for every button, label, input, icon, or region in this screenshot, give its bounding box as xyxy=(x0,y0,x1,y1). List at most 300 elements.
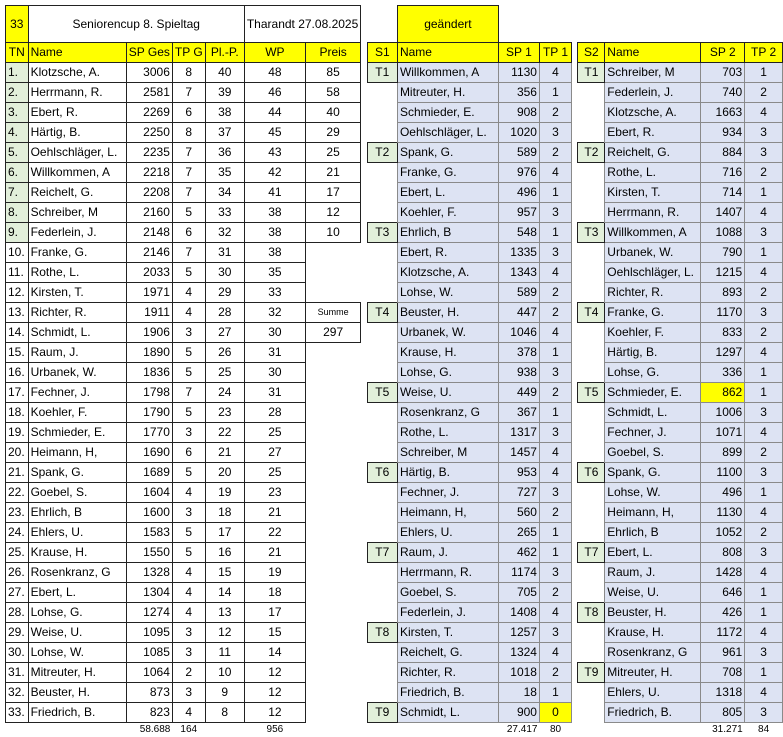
sp-ges-value: 873 xyxy=(126,683,172,703)
s1-tp-value: 3 xyxy=(539,423,571,443)
sp-ges-value: 1328 xyxy=(126,563,172,583)
table-label: T4 xyxy=(367,303,397,323)
table-row xyxy=(6,283,783,303)
s1-sp-value: 1343 xyxy=(498,263,539,283)
s2-sp-value: 703 xyxy=(701,63,745,83)
tp-g-value: 7 xyxy=(172,243,205,263)
tp-g-value: 4 xyxy=(172,483,205,503)
player-name: Urbanek, W. xyxy=(28,363,126,383)
rank-cell: 31. xyxy=(6,663,29,683)
s1-player-name: Fechner, J. xyxy=(397,483,498,503)
table-label xyxy=(367,403,397,423)
player-name: Schmidt, L. xyxy=(28,323,126,343)
s2-sp-value: 716 xyxy=(701,163,745,183)
rank-cell: 6. xyxy=(6,163,29,183)
wp-value: 44 xyxy=(244,103,305,123)
table-label xyxy=(578,703,605,723)
s2-player-name: Goebel, S. xyxy=(605,443,701,463)
table-row xyxy=(6,123,783,143)
s2-sp-value: 961 xyxy=(701,643,745,663)
s1-tp-value: 1 xyxy=(539,403,571,423)
wp-value: 41 xyxy=(244,183,305,203)
pl-p-value: 9 xyxy=(205,683,244,703)
s1-tp-value: 3 xyxy=(539,363,571,383)
table-label: T6 xyxy=(578,463,605,483)
table-label xyxy=(367,423,397,443)
table-label xyxy=(367,523,397,543)
s1-player-name: Lohse, W. xyxy=(397,283,498,303)
s2-tp-value: 4 xyxy=(745,563,783,583)
s2-tp-value: 4 xyxy=(745,263,783,283)
pl-p-value: 33 xyxy=(205,203,244,223)
rank-cell: 2. xyxy=(6,83,29,103)
player-name: Beuster, H. xyxy=(28,683,126,703)
table-label xyxy=(367,583,397,603)
tp-g-value: 6 xyxy=(172,103,205,123)
table-label xyxy=(578,503,605,523)
table-row xyxy=(6,483,783,503)
sp-ges-value: 2235 xyxy=(126,143,172,163)
player-name: Kirsten, T. xyxy=(28,283,126,303)
rank-cell: 17. xyxy=(6,383,29,403)
s2-sp-value: 496 xyxy=(701,483,745,503)
s2-player-name: Raum, J. xyxy=(605,563,701,583)
s1-player-name: Friedrich, B. xyxy=(397,683,498,703)
tp-g-value: 4 xyxy=(172,603,205,623)
pl-p-value: 34 xyxy=(205,183,244,203)
sp-ges-value: 1971 xyxy=(126,283,172,303)
rank-cell: 29. xyxy=(6,623,29,643)
s2-player-name: Lohse, W. xyxy=(605,483,701,503)
pl-p-value: 35 xyxy=(205,163,244,183)
table-row xyxy=(6,663,783,683)
s2-sp-value: 833 xyxy=(701,323,745,343)
col-sp2: SP 2 xyxy=(701,43,745,63)
s1-tp-value: 4 xyxy=(539,463,571,483)
col-pl-p: Pl.-P. xyxy=(205,43,244,63)
table-label: T9 xyxy=(367,703,397,723)
table-label xyxy=(578,423,605,443)
wp-value: 15 xyxy=(244,623,305,643)
s2-sp-value: 1130 xyxy=(701,503,745,523)
table-label xyxy=(578,243,605,263)
sp-ges-value: 1085 xyxy=(126,643,172,663)
s1-tp-value: 2 xyxy=(539,663,571,683)
sp-ges-value: 2033 xyxy=(126,263,172,283)
table-row xyxy=(6,223,783,243)
s1-tp-value: 4 xyxy=(539,643,571,663)
wp-value: 43 xyxy=(244,143,305,163)
wp-value: 12 xyxy=(244,703,305,723)
s1-tp-value: 1 xyxy=(539,543,571,563)
tp-g-value: 7 xyxy=(172,83,205,103)
sp-ges-value: 2581 xyxy=(126,83,172,103)
pl-p-value: 30 xyxy=(205,263,244,283)
s2-player-name: Schmidt, L. xyxy=(605,403,701,423)
table-label xyxy=(367,283,397,303)
sp-ges-value: 2208 xyxy=(126,183,172,203)
sp-ges-value: 1304 xyxy=(126,583,172,603)
s1-sp-value: 1457 xyxy=(498,443,539,463)
pl-p-value: 11 xyxy=(205,643,244,663)
s1-sp-value: 976 xyxy=(498,163,539,183)
table-row xyxy=(6,563,783,583)
table-row xyxy=(6,503,783,523)
player-name: Klotzsche, A. xyxy=(28,63,126,83)
s2-player-name: Friedrich, B. xyxy=(605,703,701,723)
s2-sp-value: 893 xyxy=(701,283,745,303)
sp-ges-value: 1550 xyxy=(126,543,172,563)
table-label xyxy=(367,263,397,283)
pl-p-value: 21 xyxy=(205,443,244,463)
s2-tp-value: 1 xyxy=(745,583,783,603)
tp-g-value: 3 xyxy=(172,623,205,643)
s1-tp-value: 3 xyxy=(539,203,571,223)
sp-ges-value: 1095 xyxy=(126,623,172,643)
tp-g-value: 5 xyxy=(172,203,205,223)
player-name: Ehrlich, B xyxy=(28,503,126,523)
tp-g-value: 5 xyxy=(172,363,205,383)
s2-player-name: Richter, R. xyxy=(605,283,701,303)
rank-cell: 30. xyxy=(6,643,29,663)
pl-p-value: 25 xyxy=(205,363,244,383)
s1-tp-value: 0 xyxy=(539,703,571,723)
rank-cell: 12. xyxy=(6,283,29,303)
player-name: Fechner, J. xyxy=(28,383,126,403)
table-label xyxy=(578,343,605,363)
tp-g-value: 3 xyxy=(172,323,205,343)
table-row xyxy=(6,643,783,663)
col-s1: S1 xyxy=(367,43,397,63)
s1-player-name: Reichelt, G. xyxy=(397,643,498,663)
player-name: Schmieder, E. xyxy=(28,423,126,443)
table-label: T7 xyxy=(367,543,397,563)
wp-value: 27 xyxy=(244,443,305,463)
s1-player-name: Urbanek, W. xyxy=(397,323,498,343)
s2-tp-value: 2 xyxy=(745,443,783,463)
s2-sp-value: 646 xyxy=(701,583,745,603)
rank-cell: 8. xyxy=(6,203,29,223)
s2-tp-value: 4 xyxy=(745,503,783,523)
col-preis: Preis xyxy=(305,43,360,63)
col-s2-name: Name xyxy=(605,43,701,63)
pl-p-value: 12 xyxy=(205,623,244,643)
pl-p-value: 39 xyxy=(205,83,244,103)
table-label xyxy=(367,123,397,143)
table-row xyxy=(6,703,783,723)
s1-sp-value: 367 xyxy=(498,403,539,423)
s1-sp-value: 705 xyxy=(498,583,539,603)
s2-tp-value: 3 xyxy=(745,543,783,563)
preis-value: 58 xyxy=(305,83,360,103)
s1-player-name: Federlein, J. xyxy=(397,603,498,623)
s1-tp-value: 3 xyxy=(539,623,571,643)
wp-value: 33 xyxy=(244,283,305,303)
wp-value: 38 xyxy=(244,223,305,243)
table-label xyxy=(367,443,397,463)
player-name: Raum, J. xyxy=(28,343,126,363)
wp-value: 25 xyxy=(244,423,305,443)
s2-tp-value: 3 xyxy=(745,703,783,723)
pl-p-value: 40 xyxy=(205,63,244,83)
table-label: T8 xyxy=(367,623,397,643)
s2-tp-value: 3 xyxy=(745,123,783,143)
col-s1-name: Name xyxy=(397,43,498,63)
col-tp-g: TP G xyxy=(172,43,205,63)
tp-g-value: 6 xyxy=(172,443,205,463)
wp-value: 48 xyxy=(244,63,305,83)
s1-player-name: Ebert, R. xyxy=(397,243,498,263)
preis-value: 21 xyxy=(305,163,360,183)
table-row xyxy=(6,523,783,543)
s1-tp-value: 3 xyxy=(539,243,571,263)
tp-g-value: 5 xyxy=(172,523,205,543)
total-tp-g: 164 xyxy=(172,723,205,737)
table-row xyxy=(6,603,783,623)
rank-cell: 23. xyxy=(6,503,29,523)
total-sp-ges: 58.688 xyxy=(126,723,172,737)
pl-p-value: 23 xyxy=(205,403,244,423)
table-label: T6 xyxy=(367,463,397,483)
table-row xyxy=(6,363,783,383)
s1-player-name: Lohse, G. xyxy=(397,363,498,383)
pl-p-value: 28 xyxy=(205,303,244,323)
preis-value: 85 xyxy=(305,63,360,83)
tp-g-value: 7 xyxy=(172,383,205,403)
rank-cell: 15. xyxy=(6,343,29,363)
table-row xyxy=(6,683,783,703)
s1-player-name: Willkommen, A xyxy=(397,63,498,83)
wp-value: 30 xyxy=(244,363,305,383)
s2-sp-value: 862 xyxy=(701,383,745,403)
table-row xyxy=(6,623,783,643)
rank-cell: 19. xyxy=(6,423,29,443)
tp-g-value: 5 xyxy=(172,343,205,363)
s2-sp-value: 1071 xyxy=(701,423,745,443)
s2-sp-value: 1006 xyxy=(701,403,745,423)
wp-value: 30 xyxy=(244,323,305,343)
rank-cell: 32. xyxy=(6,683,29,703)
s2-player-name: Urbanek, W. xyxy=(605,243,701,263)
col-sp1: SP 1 xyxy=(498,43,539,63)
player-name: Krause, H. xyxy=(28,543,126,563)
table-label xyxy=(367,323,397,343)
s1-sp-value: 449 xyxy=(498,383,539,403)
table-label xyxy=(367,643,397,663)
table-label xyxy=(578,263,605,283)
s1-sp-value: 727 xyxy=(498,483,539,503)
player-name: Reichelt, G. xyxy=(28,183,126,203)
s1-player-name: Raum, J. xyxy=(397,543,498,563)
tp-g-value: 3 xyxy=(172,683,205,703)
s2-tp-value: 1 xyxy=(745,243,783,263)
rank-cell: 24. xyxy=(6,523,29,543)
pl-p-value: 15 xyxy=(205,563,244,583)
summe-value: 297 xyxy=(305,323,360,343)
s1-sp-value: 1324 xyxy=(498,643,539,663)
s2-player-name: Franke, G. xyxy=(605,303,701,323)
sp-ges-value: 3006 xyxy=(126,63,172,83)
table-row xyxy=(6,403,783,423)
tp-g-value: 8 xyxy=(172,123,205,143)
s1-sp-value: 496 xyxy=(498,183,539,203)
pl-p-value: 20 xyxy=(205,463,244,483)
rank-cell: 22. xyxy=(6,483,29,503)
s2-tp-value: 2 xyxy=(745,523,783,543)
s1-player-name: Rosenkranz, G xyxy=(397,403,498,423)
s1-sp-value: 1335 xyxy=(498,243,539,263)
s1-tp-value: 2 xyxy=(539,103,571,123)
table-label: T3 xyxy=(367,223,397,243)
pl-p-value: 37 xyxy=(205,123,244,143)
table-label xyxy=(367,103,397,123)
total-sp2: 31.271 xyxy=(701,723,745,737)
sp-ges-value: 1798 xyxy=(126,383,172,403)
s1-player-name: Krause, H. xyxy=(397,343,498,363)
wp-value: 31 xyxy=(244,343,305,363)
s1-sp-value: 938 xyxy=(498,363,539,383)
sp-ges-value: 2160 xyxy=(126,203,172,223)
totals-row xyxy=(6,723,783,737)
s1-player-name: Goebel, S. xyxy=(397,583,498,603)
player-name: Heimann, H, xyxy=(28,443,126,463)
player-name: Friedrich, B. xyxy=(28,703,126,723)
s2-player-name: Spank, G. xyxy=(605,463,701,483)
table-label: T8 xyxy=(578,603,605,623)
preis-value: 29 xyxy=(305,123,360,143)
wp-value: 45 xyxy=(244,123,305,143)
player-name: Lohse, W. xyxy=(28,643,126,663)
wp-value: 32 xyxy=(244,303,305,323)
col-sp-ges: SP Ges xyxy=(126,43,172,63)
rank-cell: 11. xyxy=(6,263,29,283)
rank-cell: 4. xyxy=(6,123,29,143)
table-label: T1 xyxy=(578,63,605,83)
s1-player-name: Spank, G. xyxy=(397,143,498,163)
col-tn: TN xyxy=(6,43,29,63)
tp-g-value: 3 xyxy=(172,503,205,523)
table-label xyxy=(367,183,397,203)
s1-tp-value: 1 xyxy=(539,223,571,243)
table-label xyxy=(578,323,605,343)
pl-p-value: 38 xyxy=(205,103,244,123)
tp-g-value: 5 xyxy=(172,463,205,483)
player-name: Oehlschläger, L. xyxy=(28,143,126,163)
s2-player-name: Herrmann, R. xyxy=(605,203,701,223)
s1-tp-value: 2 xyxy=(539,143,571,163)
tp-g-value: 4 xyxy=(172,563,205,583)
rank-cell: 20. xyxy=(6,443,29,463)
s1-sp-value: 1046 xyxy=(498,323,539,343)
s1-player-name: Klotzsche, A. xyxy=(397,263,498,283)
table-label xyxy=(367,363,397,383)
pl-p-value: 27 xyxy=(205,323,244,343)
table-row xyxy=(6,183,783,203)
wp-value: 31 xyxy=(244,383,305,403)
s1-player-name: Schmieder, E. xyxy=(397,103,498,123)
s2-player-name: Koehler, F. xyxy=(605,323,701,343)
total-tp1: 80 xyxy=(539,723,571,737)
player-name: Ebert, L. xyxy=(28,583,126,603)
table-label: T3 xyxy=(578,223,605,243)
table-label xyxy=(578,163,605,183)
col-s2: S2 xyxy=(578,43,605,63)
s1-player-name: Härtig, B. xyxy=(397,463,498,483)
s1-sp-value: 908 xyxy=(498,103,539,123)
table-label: T2 xyxy=(578,143,605,163)
s2-player-name: Krause, H. xyxy=(605,623,701,643)
s2-sp-value: 1407 xyxy=(701,203,745,223)
s1-sp-value: 589 xyxy=(498,143,539,163)
table-label xyxy=(578,83,605,103)
rank-cell: 7. xyxy=(6,183,29,203)
s1-player-name: Oehlschläger, L. xyxy=(397,123,498,143)
rank-cell: 27. xyxy=(6,583,29,603)
pl-p-value: 13 xyxy=(205,603,244,623)
s1-sp-value: 447 xyxy=(498,303,539,323)
s2-sp-value: 805 xyxy=(701,703,745,723)
sp-ges-value: 823 xyxy=(126,703,172,723)
s1-player-name: Ehlers, U. xyxy=(397,523,498,543)
preis-value: 12 xyxy=(305,203,360,223)
sp-ges-value: 1906 xyxy=(126,323,172,343)
s1-player-name: Beuster, H. xyxy=(397,303,498,323)
pl-p-value: 10 xyxy=(205,663,244,683)
s1-player-name: Rothe, L. xyxy=(397,423,498,443)
s2-tp-value: 1 xyxy=(745,383,783,403)
table-label xyxy=(578,643,605,663)
pl-p-value: 26 xyxy=(205,343,244,363)
s1-sp-value: 1174 xyxy=(498,563,539,583)
rank-cell: 21. xyxy=(6,463,29,483)
wp-value: 28 xyxy=(244,403,305,423)
player-name: Willkommen, A xyxy=(28,163,126,183)
s2-tp-value: 4 xyxy=(745,343,783,363)
s2-player-name: Oehlschläger, L. xyxy=(605,263,701,283)
s1-tp-value: 4 xyxy=(539,323,571,343)
s1-sp-value: 560 xyxy=(498,503,539,523)
s2-player-name: Ebert, L. xyxy=(605,543,701,563)
s2-sp-value: 790 xyxy=(701,243,745,263)
s2-player-name: Ehrlich, B xyxy=(605,523,701,543)
wp-value: 17 xyxy=(244,603,305,623)
s2-player-name: Schmieder, E. xyxy=(605,383,701,403)
player-name: Franke, G. xyxy=(28,243,126,263)
s2-tp-value: 2 xyxy=(745,283,783,303)
s1-player-name: Heimann, H, xyxy=(397,503,498,523)
pl-p-value: 8 xyxy=(205,703,244,723)
table-row xyxy=(6,103,783,123)
total-tp2: 84 xyxy=(745,723,783,737)
pl-p-value: 17 xyxy=(205,523,244,543)
s1-tp-value: 1 xyxy=(539,183,571,203)
table-label xyxy=(578,483,605,503)
changed-label: geändert xyxy=(397,6,498,43)
table-row xyxy=(6,343,783,363)
s1-tp-value: 3 xyxy=(539,483,571,503)
table-row xyxy=(6,443,783,463)
sp-ges-value: 2148 xyxy=(126,223,172,243)
s1-sp-value: 548 xyxy=(498,223,539,243)
rank-cell: 1. xyxy=(6,63,29,83)
player-name: Ehlers, U. xyxy=(28,523,126,543)
s2-player-name: Ebert, R. xyxy=(605,123,701,143)
s2-sp-value: 808 xyxy=(701,543,745,563)
s2-sp-value: 934 xyxy=(701,123,745,143)
pl-p-value: 16 xyxy=(205,543,244,563)
s2-player-name: Fechner, J. xyxy=(605,423,701,443)
s1-player-name: Schreiber, M xyxy=(397,443,498,463)
